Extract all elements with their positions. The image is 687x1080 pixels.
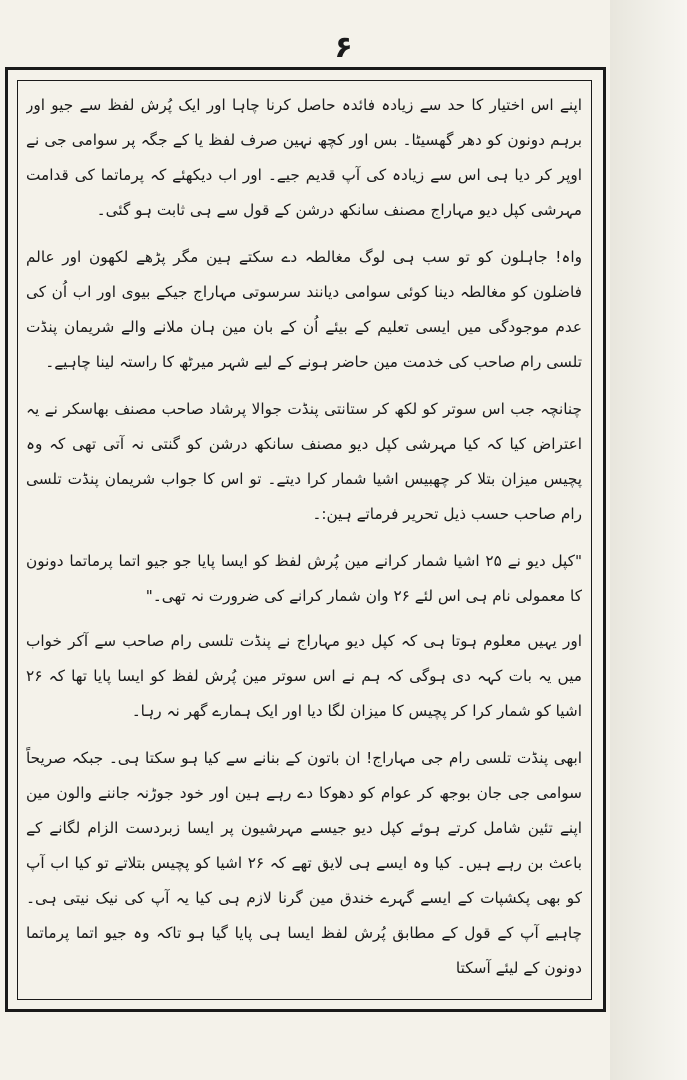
paragraph-1: اپنے اس اختیار کا حد سے زیادہ فائدہ حاصل کرنا چاہا اور ایک پُرش لفظ سے جیو اور برہم دونون کو دھر گھسیٹا۔ بس اور کچھ نہین صرف لفظ یا کے جگہ پر سوامی جی نے اوپر کر دیا ہی اس سے زیادہ کی آپ قدیم جیے۔ اور اب دیکھئے کہ پرماتما کی قدامت مہرشی کپل دیو مہاراج مصنف سانکھ درشن کے قول سے ہی ثابت ہو گئی۔ bbox=[26, 96, 582, 219]
quoted-passage: "کپل دیو نے ۲۵ اشیا شمار کرانے مین پُرش لفظ کو ایسا پایا جو جیو اتما پرماتما دونون کا معمولی نام ہی اس لئے ۲۶ وان شمار کرانے کی ضرورت نہ تھی۔" bbox=[26, 552, 582, 605]
paragraph-3: چنانچہ جب اس سوتر کو لکھ کر ستانتی پنڈت جوالا پرشاد صاحب مصنف بھاسکر نے یہ اعتراض کیا کہ کیا مہرشی کپل دیو مصنف سانکھ درشن کو گنتی نہ آتی تھی کہ وہ پچیس میزان بتلا کر چھبیس اشیا شمار کرا دیتے۔ تو اس کا جواب شریمان پنڈت تلسی رام صاحب حسب ذیل تحریر فرماتے ہین:۔ bbox=[26, 400, 582, 523]
paragraph-4: اور یہیں معلوم ہوتا ہی کہ کپل دیو مہاراج نے پنڈت تلسی رام صاحب سے آکر خواب میں یہ بات کہہ دی ہوگی کہ ہم نے اس سوتر مین پُرش لفظ کو ایسا پایا تھا کہ ۲۶ اشیا کو شمار کرا کر پچیس کا میزان لگا دیا اور ایک ہمارے گھر نہ رہا۔ bbox=[26, 632, 582, 720]
paragraph-2: واہ! جاہلون کو تو سب ہی لوگ مغالطہ دے سکتے ہین مگر پڑھے لکھون اور عالم فاضلون کو مغالطہ دینا کوئی سوامی دیانند سرسوتی مہاراج جیکے بیوی اور اب اُن کی عدم موجودگی میں ایسی تعلیم کے بیئے اُن کے بان مین ہان ملانے والے شریمان پنڈت تلسی رام صاحب کی خدمت مین حاضر ہونے کے لیے شہر میرٹھ کا راستہ لینا چاہیے۔ bbox=[26, 248, 582, 371]
page-body bbox=[26, 88, 582, 993]
paragraph-5: ابھی پنڈت تلسی رام جی مہاراج! ان باتون کے بنانے سے کیا ہو سکتا ہی۔ جبکہ صریحاً سوامی جی جان بوجھ کر عوام کو دھوکا دے رہے ہین اور خود جوڑنہ جاننے والون مین اپنے تئین شامل کرتے ہوئے کپل دیو جیسے مہرشیون پر ایسا زبردست الزام لگانے کے باعث بن رہے ہیں۔ کیا وہ ایسے ہی لایق تھے کہ ۲۶ اشیا کو پچیس بتلاتے تو کیا اب آپ کو بھی پکشپات کے ایسے گہرے خندق مین گرنا لازم ہی کیا یہ آپ کی نیک نیتی ہی۔ چاہیے آپ کے قول کے مطابق پُرش لفظ ایسا ہی پایا گیا ہو تاکہ وہ جیو اتما پرماتما دونون کے لیئے آسکتا bbox=[26, 749, 582, 977]
page-number: ۶ bbox=[334, 30, 353, 65]
page-edge-shadow bbox=[610, 0, 687, 1080]
